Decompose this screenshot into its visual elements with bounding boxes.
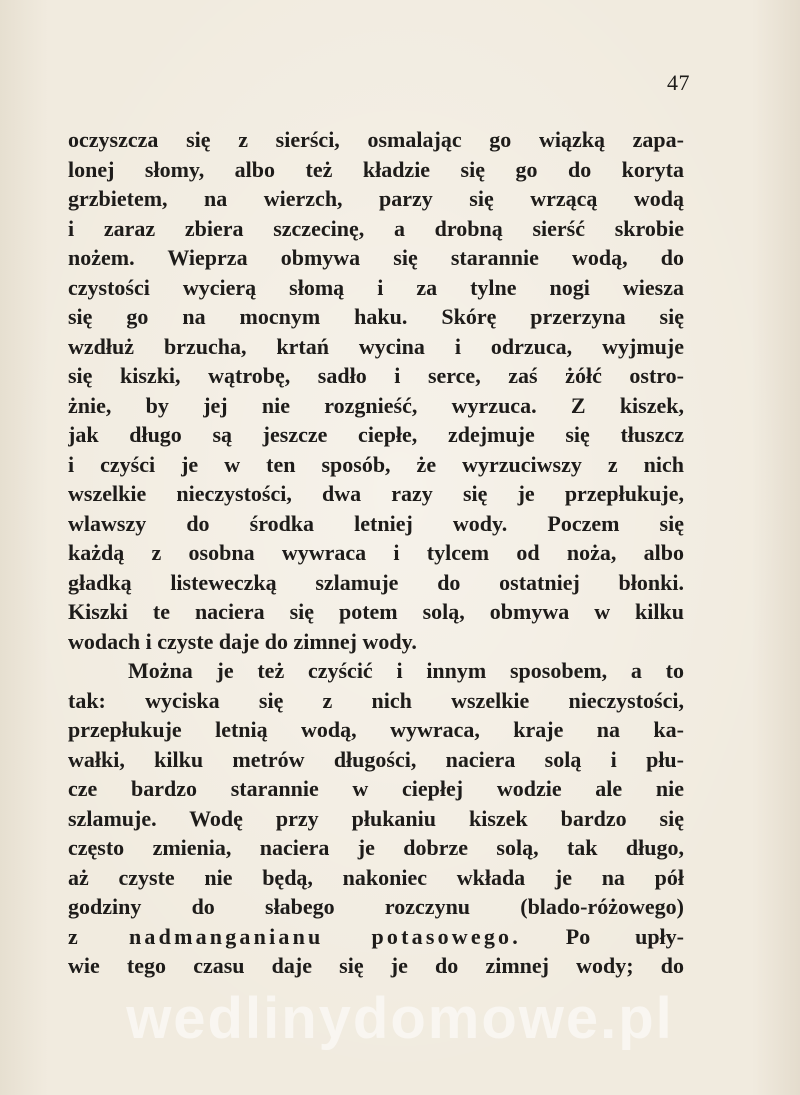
text-line-2: lonej słomy, albo też kładzie się go do koryta [68, 156, 684, 182]
text-line-28-rest: Po upły- [520, 923, 684, 949]
text-line-8: wzdłuż brzucha, krtań wycina i odrzuca, wyjmuje [68, 333, 684, 359]
text-line-3: grzbietem, na wierzch, parzy się wrzącą wodą [68, 186, 684, 211]
text-line-9: się kiszki, wątrobę, sadło i serce, zaś żółć ostro- [68, 363, 684, 388]
text-line-4: i zaraz zbiera szczecinę, a drobną sierść skrobie [68, 215, 684, 241]
text-line-21: przepłukuje letnią wodą, wywraca, kraje na ka- [68, 717, 684, 742]
text-line-25: często zmienia, naciera je dobrze solą, tak długo, [68, 835, 684, 860]
text-line-22: wałki, kilku metrów długości, naciera solą i płu- [68, 746, 684, 772]
text-line-7: się go na mocnym haku. Skórę przerzyna się [68, 304, 684, 329]
text-line-26: aż czyste nie będą, nakoniec wkłada je na pół [68, 864, 684, 890]
text-line-13: wszelkie nieczystości, dwa razy się je przepłukuje, [68, 481, 684, 506]
text-line-23: cze bardzo starannie w ciepłej wodzie ale nie [68, 776, 684, 801]
text-line-24: szlamuje. Wodę przy płukaniu kiszek bardzo się [68, 805, 684, 831]
spaced-chemical-name: z nadmanganianu potasowego. [68, 923, 521, 949]
text-line-12: i czyści je w ten sposób, że wyrzuciwszy z nich [68, 451, 684, 477]
text-line-28 [68, 922, 684, 952]
text-line-14: wlawszy do środka letniej wody. Poczem się [68, 510, 684, 536]
page-number: 47 [667, 70, 690, 95]
text-line-11: jak długo są jeszcze ciepłe, zdejmuje się tłuszcz [68, 422, 684, 447]
body-text [68, 125, 684, 981]
text-line-10: żnie, by jej nie rozgnieść, wyrzuca. Z kiszek, [68, 392, 684, 418]
text-line-29: wie tego czasu daje się je do zimnej wody; do [68, 953, 684, 978]
text-line-1: oczyszcza się z sierści, osmalając go wiązką zapa- [68, 127, 684, 152]
text-line-18: wodach i czyste daje do zimnej wody. [68, 628, 417, 654]
text-line-5: nożem. Wieprza obmywa się starannie wodą, do [68, 245, 684, 270]
text-line-6: czystości wycierą słomą i za tylne nogi wiesza [68, 274, 684, 300]
text-line-16: gładką listeweczką szlamuje do ostatniej błonki. [68, 569, 684, 595]
text-line-15: każdą z osobna wywraca i tylcem od noża, albo [68, 540, 684, 565]
text-line-27: godziny do słabego rozczynu (blado-różowego) [68, 894, 684, 919]
text-line-17: Kiszki te naciera się potem solą, obmywa w kilku [68, 599, 684, 624]
text-line-19: Można je też czyścić i innym sposobem, a to [128, 658, 684, 683]
watermark: wedlinydomowe.pl [126, 986, 674, 1051]
text-line-20: tak: wyciska się z nich wszelkie nieczystości, [68, 687, 684, 713]
